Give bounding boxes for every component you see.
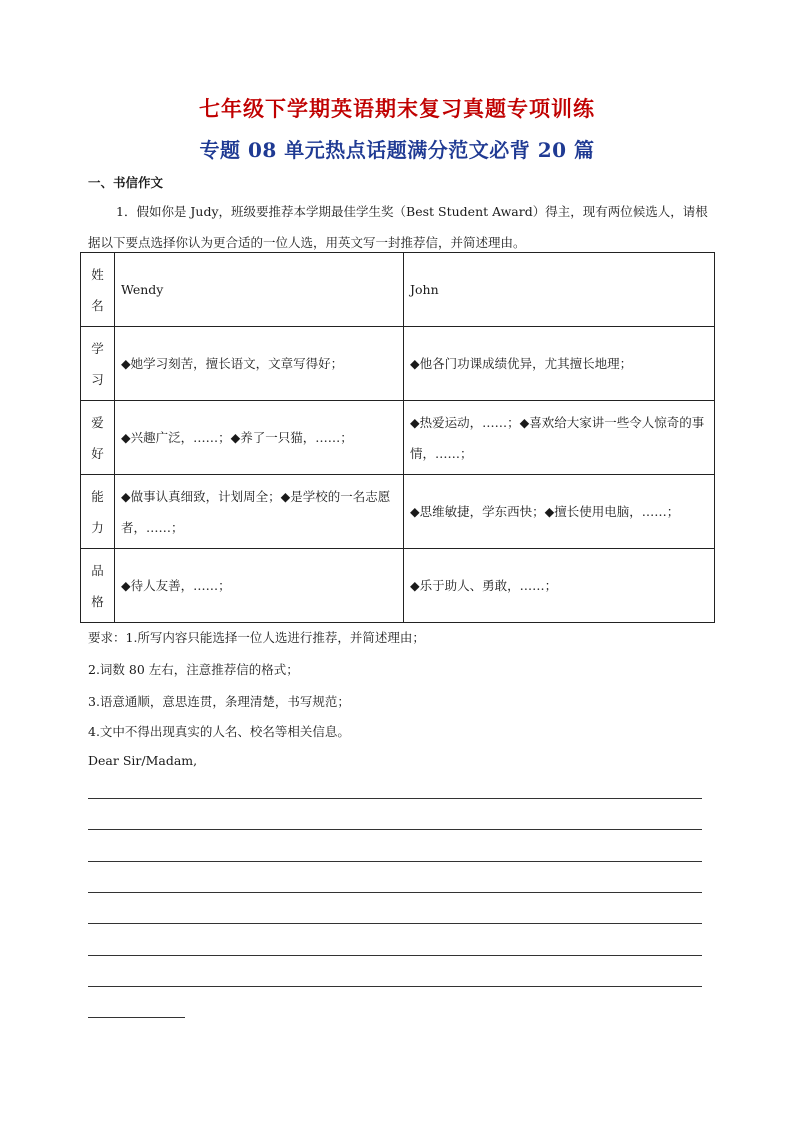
requirement-4: 4.文中不得出现真实的人名、校名等相关信息。 — [88, 724, 350, 739]
john-study-cell: ◆他各门功课成绩优异，尤其擅长地理； — [404, 327, 715, 401]
table-row — [81, 401, 715, 475]
writing-line[interactable] — [88, 861, 702, 862]
candidate-table — [80, 252, 715, 623]
row-header: 爱 好 — [81, 401, 115, 475]
section-heading: 一、书信作文 — [88, 175, 164, 190]
table-row — [81, 475, 715, 549]
question-text: 1．假如你是 Judy，班级要推荐本学期最佳学生奖（Best Student Award）得主，现有两位候选人，请根据以下要点选择你认为更合适的一位人选，用英文写一封推荐信，并简述理由。 — [88, 204, 708, 250]
row-header: 学 习 — [81, 327, 115, 401]
row-header: 能 力 — [81, 475, 115, 549]
table-row — [81, 253, 715, 327]
john-hobby-cell: ◆热爱运动，……；◆喜欢给大家讲一些令人惊奇的事情，……； — [404, 401, 715, 475]
john-ability-cell: ◆思维敏捷，学东西快；◆擅长使用电脑，……； — [404, 475, 715, 549]
candidate-wendy-cell: Wendy — [115, 253, 404, 327]
wendy-study-cell: ◆她学习刻苦，擅长语文，文章写得好； — [115, 327, 404, 401]
writing-line[interactable] — [88, 829, 702, 830]
page-title: 七年级下学期英语期末复习真题专项训练 — [199, 96, 595, 121]
writing-line[interactable] — [88, 955, 702, 956]
wendy-character-cell: ◆待人友善，……； — [115, 549, 404, 623]
table-row — [81, 327, 715, 401]
requirement-3: 3.语意通顺，意思连贯，条理清楚，书写规范； — [88, 694, 350, 709]
page-subtitle: 专题 08 单元热点话题满分范文必背 20 篇 — [199, 138, 595, 162]
table-row — [81, 549, 715, 623]
requirement-2: 2.词数 80 左右，注意推荐信的格式； — [88, 662, 299, 677]
signature-line[interactable] — [88, 1017, 185, 1018]
requirement-1: 要求：1.所写内容只能选择一位人选进行推荐，并简述理由； — [88, 630, 425, 645]
wendy-ability-cell: ◆做事认真细致，计划周全；◆是学校的一名志愿者，……； — [115, 475, 404, 549]
writing-line[interactable] — [88, 798, 702, 799]
salutation: Dear Sir/Madam, — [88, 753, 198, 768]
row-header: 品 格 — [81, 549, 115, 623]
writing-line[interactable] — [88, 892, 702, 893]
wendy-hobby-cell: ◆兴趣广泛，……；◆养了一只猫，……； — [115, 401, 404, 475]
candidate-john-cell: John — [404, 253, 715, 327]
john-character-cell: ◆乐于助人、勇敢，……； — [404, 549, 715, 623]
writing-line[interactable] — [88, 986, 702, 987]
writing-line[interactable] — [88, 923, 702, 924]
row-header: 姓 名 — [81, 253, 115, 327]
